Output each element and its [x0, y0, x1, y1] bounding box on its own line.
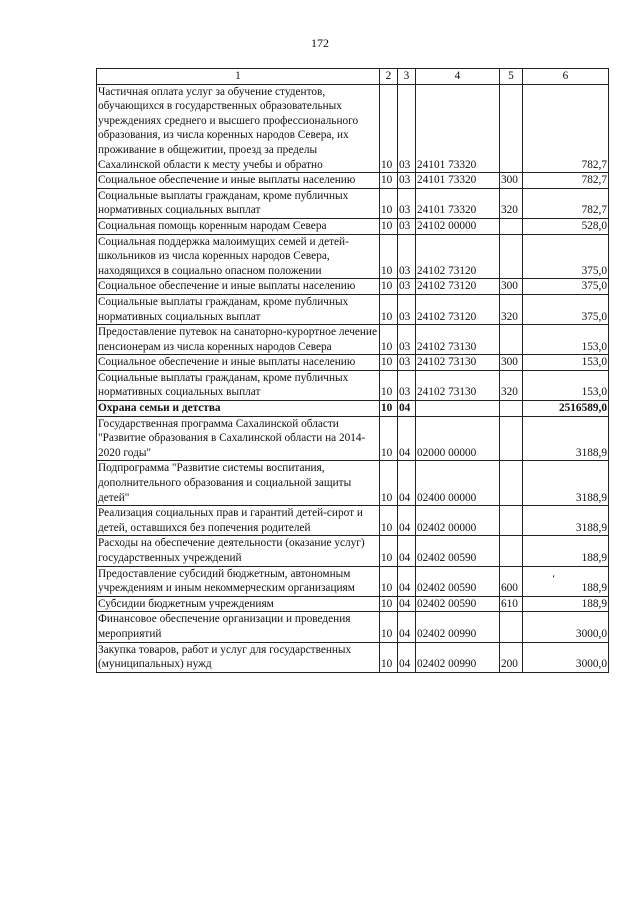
- row-section-cell: 10: [380, 596, 398, 612]
- row-target-article-cell: 24102 73130: [416, 370, 500, 400]
- row-subsection-cell: 03: [398, 370, 416, 400]
- row-subsection-cell: 04: [398, 612, 416, 642]
- row-name-cell: Социальные выплаты гражданам, кроме публичных нормативных социальных выплат: [97, 370, 380, 400]
- row-expense-type-cell: [500, 536, 523, 566]
- row-target-article-cell: 24101 73320: [416, 188, 500, 218]
- table-row: [97, 642, 609, 672]
- row-name-cell: Предоставление путевок на санаторно-курортное лечение пенсионерам из числа коренных народов Севера: [97, 325, 380, 355]
- row-subsection-cell: 04: [398, 416, 416, 461]
- row-expense-type-cell: [500, 506, 523, 536]
- row-target-article-cell: 24102 73130: [416, 355, 500, 371]
- row-expense-type-cell: [500, 461, 523, 506]
- row-target-article-cell: 24102 73130: [416, 325, 500, 355]
- row-name-cell: Закупка товаров, работ и услуг для государственных (муниципальных) нужд: [97, 642, 380, 672]
- row-expense-type-cell: 300: [500, 279, 523, 295]
- row-subsection-cell: 04: [398, 506, 416, 536]
- row-target-article-cell: 02402 00990: [416, 612, 500, 642]
- header-cell: 1: [97, 69, 380, 85]
- row-target-article-cell: 02000 00000: [416, 416, 500, 461]
- table-row: [97, 325, 609, 355]
- row-subsection-cell: 03: [398, 325, 416, 355]
- row-subsection-cell: 03: [398, 294, 416, 324]
- row-target-article-cell: [416, 401, 500, 417]
- row-amount-cell: 188,9: [523, 566, 609, 596]
- row-expense-type-cell: [500, 325, 523, 355]
- row-target-article-cell: 24102 73120: [416, 294, 500, 324]
- row-target-article-cell: 24102 73120: [416, 234, 500, 279]
- row-subsection-cell: 04: [398, 536, 416, 566]
- row-name-cell: Социальные выплаты гражданам, кроме публичных нормативных социальных выплат: [97, 294, 380, 324]
- row-name-cell: Расходы на обеспечение деятельности (оказание услуг) государственных учреждений: [97, 536, 380, 566]
- row-name-cell: Охрана семьи и детства: [97, 401, 380, 417]
- row-expense-type-cell: 320: [500, 370, 523, 400]
- row-target-article-cell: 24102 73120: [416, 279, 500, 295]
- row-section-cell: 10: [380, 218, 398, 234]
- row-amount-cell: 3000,0: [523, 612, 609, 642]
- table-row: [97, 370, 609, 400]
- row-section-cell: 10: [380, 355, 398, 371]
- row-name-cell: Социальное обеспечение и иные выплаты населению: [97, 279, 380, 295]
- row-section-cell: 10: [380, 536, 398, 566]
- row-section-cell: 10: [380, 612, 398, 642]
- row-subsection-cell: 03: [398, 218, 416, 234]
- row-target-article-cell: 02402 00590: [416, 596, 500, 612]
- row-subsection-cell: 03: [398, 279, 416, 295]
- row-name-cell: Частичная оплата услуг за обучение студентов, обучающихся в государственных образовательных учреждениях среднего и высшего профессионального образования, из числа коренных народов Севера, их проживание в общежитии, проезд за пределы Сахалинской области к месту учебы и обратно: [97, 84, 380, 173]
- row-expense-type-cell: [500, 612, 523, 642]
- row-expense-type-cell: [500, 84, 523, 173]
- row-section-cell: 10: [380, 401, 398, 417]
- row-section-cell: 10: [380, 234, 398, 279]
- row-section-cell: 10: [380, 416, 398, 461]
- row-subsection-cell: 04: [398, 642, 416, 672]
- table-row: [97, 536, 609, 566]
- row-target-article-cell: 02400 00000: [416, 461, 500, 506]
- row-section-cell: 10: [380, 173, 398, 189]
- row-amount-cell: 528,0: [523, 218, 609, 234]
- table-row: [97, 234, 609, 279]
- table-row: [97, 416, 609, 461]
- row-subsection-cell: 04: [398, 461, 416, 506]
- row-target-article-cell: 24101 73320: [416, 173, 500, 189]
- row-expense-type-cell: 320: [500, 294, 523, 324]
- table-row: [97, 401, 609, 417]
- row-expense-type-cell: 320: [500, 188, 523, 218]
- row-name-cell: Социальная поддержка малоимущих семей и детей-школьников из числа коренных народов Севера, находящихся в социально опасном положении: [97, 234, 380, 279]
- table-row: [97, 188, 609, 218]
- row-expense-type-cell: 600: [500, 566, 523, 596]
- row-section-cell: 10: [380, 84, 398, 173]
- row-name-cell: Социальное обеспечение и иные выплаты населению: [97, 355, 380, 371]
- header-cell: 6: [523, 69, 609, 85]
- row-amount-cell: 375,0: [523, 279, 609, 295]
- header-cell: 3: [398, 69, 416, 85]
- row-amount-cell: 3188,9: [523, 506, 609, 536]
- row-amount-cell: 782,7: [523, 173, 609, 189]
- row-expense-type-cell: 610: [500, 596, 523, 612]
- row-subsection-cell: 03: [398, 188, 416, 218]
- row-amount-cell: 375,0: [523, 234, 609, 279]
- row-name-cell: Социальная помощь коренным народам Севера: [97, 218, 380, 234]
- row-subsection-cell: 03: [398, 234, 416, 279]
- header-cell: 5: [500, 69, 523, 85]
- row-amount-cell: 188,9: [523, 536, 609, 566]
- row-amount-cell: 782,7: [523, 84, 609, 173]
- row-amount-cell: 375,0: [523, 294, 609, 324]
- row-amount-cell: 2516589,0: [523, 401, 609, 417]
- header-row: [97, 69, 609, 85]
- row-amount-cell: 3000,0: [523, 642, 609, 672]
- table-row: [97, 596, 609, 612]
- table-row: [97, 355, 609, 371]
- table-row: [97, 84, 609, 173]
- row-name-cell: Социальные выплаты гражданам, кроме публичных нормативных социальных выплат: [97, 188, 380, 218]
- table-row: [97, 506, 609, 536]
- row-name-cell: Государственная программа Сахалинской области "Развитие образования в Сахалинской области на 2014-2020 годы": [97, 416, 380, 461]
- row-expense-type-cell: [500, 218, 523, 234]
- row-amount-cell: 153,0: [523, 325, 609, 355]
- row-section-cell: 10: [380, 279, 398, 295]
- budget-table: [96, 68, 609, 673]
- row-subsection-cell: 03: [398, 173, 416, 189]
- row-section-cell: 10: [380, 642, 398, 672]
- table-row: [97, 173, 609, 189]
- row-target-article-cell: 02402 00590: [416, 566, 500, 596]
- row-name-cell: Финансовое обеспечение организации и проведения мероприятий: [97, 612, 380, 642]
- row-section-cell: 10: [380, 461, 398, 506]
- row-expense-type-cell: [500, 234, 523, 279]
- row-name-cell: Реализация социальных прав и гарантий детей-сирот и детей, оставшихся без попечения родителей: [97, 506, 380, 536]
- row-name-cell: Субсидии бюджетным учреждениям: [97, 596, 380, 612]
- stray-mark: ʻ: [552, 574, 556, 585]
- table-row: [97, 566, 609, 596]
- row-subsection-cell: 04: [398, 596, 416, 612]
- table-row: [97, 218, 609, 234]
- row-target-article-cell: 02402 00590: [416, 536, 500, 566]
- row-expense-type-cell: [500, 416, 523, 461]
- row-section-cell: 10: [380, 566, 398, 596]
- table-body: [97, 84, 609, 672]
- row-expense-type-cell: 300: [500, 173, 523, 189]
- row-amount-cell: 153,0: [523, 370, 609, 400]
- table-row: [97, 294, 609, 324]
- row-section-cell: 10: [380, 370, 398, 400]
- header-cell: 2: [380, 69, 398, 85]
- row-target-article-cell: 24101 73320: [416, 84, 500, 173]
- row-amount-cell: 3188,9: [523, 416, 609, 461]
- row-expense-type-cell: [500, 401, 523, 417]
- row-expense-type-cell: 300: [500, 355, 523, 371]
- row-expense-type-cell: 200: [500, 642, 523, 672]
- row-subsection-cell: 03: [398, 355, 416, 371]
- row-subsection-cell: 04: [398, 566, 416, 596]
- row-name-cell: Подпрограмма "Развитие системы воспитания, дополнительного образования и социальной защиты детей": [97, 461, 380, 506]
- row-subsection-cell: 03: [398, 84, 416, 173]
- row-name-cell: Социальное обеспечение и иные выплаты населению: [97, 173, 380, 189]
- row-section-cell: 10: [380, 325, 398, 355]
- row-target-article-cell: 02402 00000: [416, 506, 500, 536]
- row-section-cell: 10: [380, 506, 398, 536]
- row-section-cell: 10: [380, 294, 398, 324]
- page-number: 172: [311, 36, 329, 50]
- row-amount-cell: 782,7: [523, 188, 609, 218]
- row-amount-cell: 153,0: [523, 355, 609, 371]
- row-amount-cell: 3188,9: [523, 461, 609, 506]
- row-target-article-cell: 24102 00000: [416, 218, 500, 234]
- row-subsection-cell: 04: [398, 401, 416, 417]
- row-section-cell: 10: [380, 188, 398, 218]
- row-name-cell: Предоставление субсидий бюджетным, автономным учреждениям и иным некоммерческим организациям: [97, 566, 380, 596]
- table-row: [97, 461, 609, 506]
- table-row: [97, 612, 609, 642]
- header-cell: 4: [416, 69, 500, 85]
- row-amount-cell: 188,9: [523, 596, 609, 612]
- row-target-article-cell: 02402 00990: [416, 642, 500, 672]
- table-row: [97, 279, 609, 295]
